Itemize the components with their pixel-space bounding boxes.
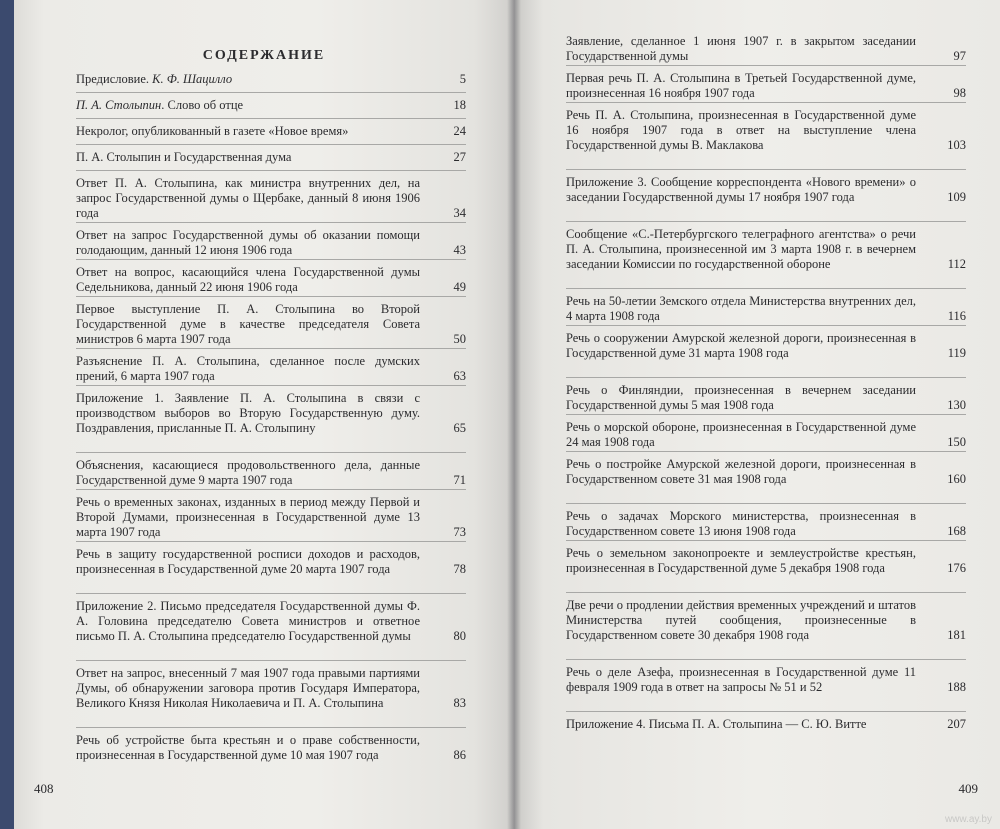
page-number-right: 409 [958, 781, 978, 796]
divider [76, 541, 466, 542]
toc-entry-text: Речь о Финляндии, произнесенная в вечернем заседании Государственной думы 5 мая 1908 года [566, 383, 916, 412]
toc-page-number: 24 [453, 124, 466, 138]
toc-entry-text: Речь о постройке Амурской железной дороги, произнесенная в Государственном совете 31 мая 1908 года [566, 457, 916, 486]
divider [76, 222, 466, 223]
toc-entry-text: Некролог, опубликованный в газете «Новое время» [76, 124, 349, 138]
toc-entry-text: Речь о морской обороне, произнесенная в Государственной думе 24 мая 1908 года [566, 420, 916, 449]
toc-entry [566, 383, 966, 413]
divider [76, 385, 466, 386]
toc-page-number: 73 [453, 525, 466, 539]
toc-entry-text: Приложение 3. Сообщение корреспондента «Нового времени» о заседании Государственной думы 17 ноября 1907 года [566, 175, 916, 204]
divider [76, 92, 466, 93]
toc-entry-text: П. А. Столыпин. Слово об отце [76, 98, 244, 112]
divider [566, 592, 966, 593]
toc-entry [76, 733, 466, 763]
toc-page-number: 98 [953, 86, 966, 100]
toc-entry [566, 34, 966, 64]
toc-entry-text: Ответ П. А. Столыпина, как министра внутренних дел, на запрос Государственной думы о Щербаке, данный 8 июня 1906 года [76, 176, 420, 220]
toc-entry-text: Сообщение «С.-Петербургского телеграфного агентства» о речи П. А. Столыпина, произнесенной им 3 марта 1908 г. в вечернем заседании Комиссии по государственной обороне [566, 227, 916, 271]
toc-entry [76, 547, 466, 577]
divider [76, 660, 466, 661]
toc-page-number: 71 [453, 473, 466, 487]
toc-page-number: 130 [947, 398, 966, 412]
toc-page-number: 49 [453, 280, 466, 294]
toc-entry-text: Две речи о продлении действия временных учреждений и штатов Министерства путей сообщения, произнесенные в Государственном совете 30 декабря 1908 года [566, 598, 916, 642]
book-gutter [507, 0, 521, 829]
toc-entry-text: Ответ на запрос Государственной думы об оказании помощи голодающим, данный 12 июня 1906 года [76, 228, 420, 257]
divider [566, 169, 966, 170]
toc-page-number: 43 [453, 243, 466, 257]
toc-entry-text: Приложение 4. Письма П. А. Столыпина — С. Ю. Витте [566, 717, 867, 731]
divider [566, 711, 966, 712]
toc-entry-text: Речь на 50-летии Земского отдела Министерства внутренних дел, 4 марта 1908 года [566, 294, 916, 323]
toc-entry-text: Объяснения, касающиеся продовольственного дела, данные Государственной думе 9 марта 1907 года [76, 458, 420, 487]
toc-page-number: 116 [947, 309, 966, 323]
toc-entry [76, 458, 466, 488]
toc-page-number: 181 [947, 628, 966, 642]
toc-entry [76, 354, 466, 384]
toc-entry [76, 72, 466, 87]
toc-entry [566, 598, 966, 643]
left-page [14, 0, 514, 829]
toc-entry [76, 176, 466, 221]
toc-entry [566, 665, 966, 695]
divider [76, 296, 466, 297]
toc-page-number: 160 [947, 472, 966, 486]
toc-entry-text: Речь о земельном законопроекте и землеустройстве крестьян, произнесенная в Государственной думе 5 декабря 1908 года [566, 546, 916, 575]
toc-entry [76, 265, 466, 295]
toc-entry-text: Предисловие. К. Ф. Шацилло [76, 72, 233, 86]
page-number-left: 408 [34, 781, 54, 796]
toc-page-number: 176 [947, 561, 966, 575]
toc-entry [566, 294, 966, 324]
toc-entry-text: Приложение 2. Письмо председателя Государственной думы Ф. А. Головина председателю Совета министров и ответное письмо П. А. Столыпина председателю Государственной думы [76, 599, 420, 643]
toc-page-number: 5 [459, 72, 466, 86]
toc-entry [76, 599, 466, 644]
divider [566, 325, 966, 326]
toc-entry [566, 227, 966, 272]
divider [566, 414, 966, 415]
toc-page-number: 27 [453, 150, 466, 164]
toc-page-number: 97 [953, 49, 966, 63]
toc-title: СОДЕРЖАНИЕ [202, 48, 326, 63]
divider [566, 503, 966, 504]
toc-page-number: 103 [947, 138, 966, 152]
toc-page-number: 65 [453, 421, 466, 435]
toc-entry-text: Заявление, сделанное 1 июня 1907 г. в закрытом заседании Государственной думы [566, 34, 916, 63]
watermark: www.ay.by [944, 814, 992, 825]
toc-page-number: 150 [947, 435, 966, 449]
toc-entry [566, 457, 966, 487]
divider [76, 452, 466, 453]
toc-entry [76, 228, 466, 258]
divider [566, 102, 966, 103]
toc-entry-text: Первая речь П. А. Столыпина в Третьей Государственной думе, произнесенная 16 ноября 1907 года [566, 71, 916, 100]
toc-entry [566, 717, 966, 732]
toc-page-number: 168 [947, 524, 966, 538]
toc-page-number: 86 [453, 748, 466, 762]
toc-page-number: 34 [453, 206, 466, 220]
toc-entry [566, 546, 966, 576]
divider [76, 144, 466, 145]
toc-page-number: 80 [453, 629, 466, 643]
toc-page-number: 50 [453, 332, 466, 346]
toc-entry-text: Речь в защиту государственной росписи доходов и расходов, произнесенная в Государственной думе 20 марта 1907 года [76, 547, 420, 576]
toc-entry [76, 666, 466, 711]
divider [76, 348, 466, 349]
toc-page-number: 188 [947, 680, 966, 694]
toc-entry-text: Ответ на вопрос, касающийся члена Государственной думы Седельникова, данный 22 июня 1906 года [76, 265, 420, 294]
toc-entry-text: Речь о временных законах, изданных в период между Первой и Второй Думами, произнесенная в Государственной думе 13 марта 1907 года [76, 495, 420, 539]
toc-page-number: 83 [453, 696, 466, 710]
toc-entry [76, 391, 466, 436]
toc-entry [76, 495, 466, 540]
toc-entry-text: Речь о сооружении Амурской железной дороги, произнесенная в Государственной думе 31 марта 1908 года [566, 331, 916, 360]
toc-entry-text: Ответ на запрос, внесенный 7 мая 1907 года правыми партиями Думы, об обнаружении заговора против Государя Императора, Великого Князя Николая Николаевича и П. А. Столыпина [76, 666, 420, 710]
toc-entry-text: Приложение 1. Заявление П. А. Столыпина в связи с производством выборов во Вторую Государственную думу. Поздравления, присланные П. А. Столыпину [76, 391, 420, 435]
toc-entry [76, 124, 466, 139]
toc-entry-author: К. Ф. Шацилло [152, 72, 233, 86]
toc-entry [566, 71, 966, 101]
divider [76, 727, 466, 728]
toc-page-number: 18 [453, 98, 466, 112]
toc-entry [76, 98, 466, 113]
divider [566, 221, 966, 222]
toc-page-number: 112 [947, 257, 966, 271]
toc-entry-text: Речь о деле Азефа, произнесенная в Государственной думе 11 февраля 1909 года в ответ на запросы № 51 и 52 [566, 665, 916, 694]
toc-page-number: 109 [947, 190, 966, 204]
toc-entry-text: Речь о задачах Морского министерства, произнесенная в Государственном совете 13 июня 1908 года [566, 509, 916, 538]
toc-entry-text: Первое выступление П. А. Столыпина во Второй Государственной думе в качестве председателя Совета министров 6 марта 1907 года [76, 302, 420, 346]
toc-entry [76, 302, 466, 347]
toc-page-number: 119 [947, 346, 966, 360]
divider [76, 593, 466, 594]
toc-entry [566, 175, 966, 205]
divider [76, 170, 466, 171]
toc-entry-author: П. А. Столыпин [76, 98, 162, 112]
toc-page-number: 207 [947, 717, 966, 731]
toc-entry-text: Речь П. А. Столыпина, произнесенная в Государственной думе 16 ноября 1907 года в ответ на выступление члена Государственной думы В. Маклакова [566, 108, 916, 152]
divider [566, 288, 966, 289]
toc-page-number: 63 [453, 369, 466, 383]
divider [76, 259, 466, 260]
divider [566, 65, 966, 66]
divider [566, 377, 966, 378]
toc-entry [566, 420, 966, 450]
toc-entry [566, 509, 966, 539]
divider [76, 489, 466, 490]
right-page [514, 0, 1000, 829]
divider [566, 451, 966, 452]
divider [76, 118, 466, 119]
divider [566, 540, 966, 541]
toc-entry [76, 150, 466, 165]
toc-entry-text: Разъяснение П. А. Столыпина, сделанное после думских прений, 6 марта 1907 года [76, 354, 420, 383]
toc-entry [566, 108, 966, 153]
toc-page-number: 78 [453, 562, 466, 576]
toc-entry-text: П. А. Столыпин и Государственная дума [76, 150, 292, 164]
toc-entry-text: Речь об устройстве быта крестьян и о праве собственности, произнесенная в Государственной думе 10 мая 1907 года [76, 733, 420, 762]
divider [566, 659, 966, 660]
toc-entry [566, 331, 966, 361]
